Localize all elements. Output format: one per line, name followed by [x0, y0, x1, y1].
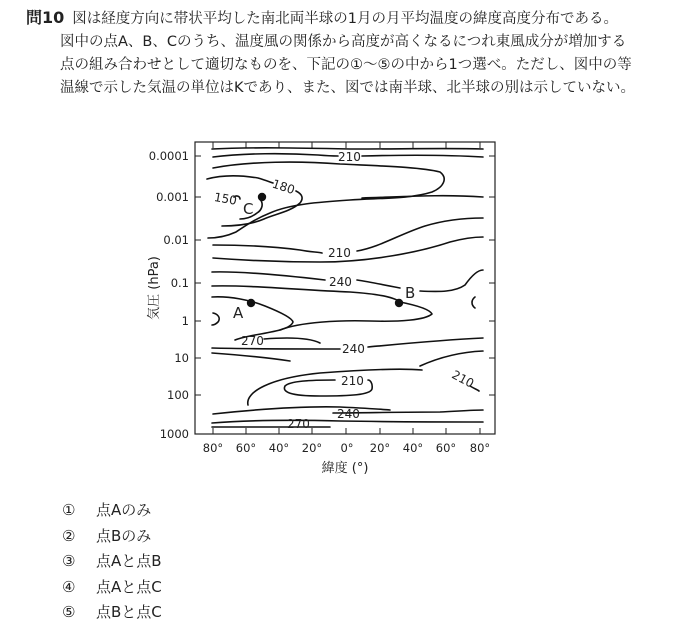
contour-line: [472, 297, 475, 308]
x-tick-label: 60°: [235, 441, 257, 455]
contour-label: 240: [342, 342, 365, 356]
contour-labels: [213, 150, 476, 431]
contour-label: 210: [328, 246, 351, 260]
y-tick-label: 0.01: [163, 233, 189, 247]
contour-line: [212, 353, 290, 361]
y-tick-label: 1000: [159, 427, 189, 441]
contour-line: [420, 351, 483, 366]
option-number: ⑤: [62, 603, 76, 622]
contour-label: 210: [341, 374, 364, 388]
question-line-4: 温線で示した気温の単位はKであり、また、図では南半球、北半球の別は示していない。: [60, 80, 636, 96]
point-b-label: B: [405, 284, 416, 302]
contour-line: [264, 338, 320, 343]
answer-option: [62, 524, 162, 550]
contour-line: [212, 348, 340, 349]
contour-label: 150: [212, 190, 238, 208]
point-a-label: A: [233, 304, 244, 322]
answer-option: [62, 575, 162, 601]
answer-option: [62, 600, 162, 626]
point-c-label: C: [243, 200, 254, 218]
question-line-1-text: 図は経度方向に帯状平均した南北両半球の1月の月平均温度の緯度高度分布である。: [72, 11, 619, 27]
contour-line: [207, 176, 273, 183]
option-number: ④: [62, 577, 76, 596]
point-a-marker: [247, 299, 255, 307]
answer-option: [62, 549, 162, 575]
contour-label: 240: [337, 407, 360, 421]
contour-line: [357, 218, 483, 251]
option-text: 点Bと点C: [96, 603, 162, 622]
contour-line: [362, 196, 483, 198]
x-tick-label: 80°: [469, 441, 491, 455]
option-text: 点Bのみ: [96, 526, 152, 545]
option-number: ①: [62, 501, 76, 519]
option-text: 点Aと点B: [96, 552, 162, 571]
y-tick-label: 1: [181, 314, 189, 328]
x-tick-label: 0°: [340, 441, 354, 455]
contour-line: [212, 313, 219, 325]
contour-line: [420, 270, 483, 291]
y-tick-label: 0.0001: [148, 149, 189, 163]
contour-label: 240: [329, 275, 352, 289]
question-line-2: 図中の点A、B、Cのうち、温度風の関係から高度が高くなるにつれ東風成分が増加する: [60, 34, 627, 50]
x-tick-label: 40°: [402, 441, 424, 455]
point-c-marker: [258, 193, 266, 201]
option-number: ②: [62, 526, 76, 545]
x-tick-label: 20°: [301, 441, 323, 455]
y-tick-label: 100: [167, 388, 189, 402]
y-axis-title: 気圧 (hPa): [147, 256, 162, 320]
contour-line: [213, 154, 338, 157]
question-line-3: 点の組み合わせとして適切なものを、下記の①〜⑤の中から1つ選べ。ただし、図中の等: [60, 57, 632, 73]
contour-line: [368, 338, 483, 347]
question-number: 問10: [26, 8, 65, 27]
answer-options: [62, 498, 162, 626]
y-tick-label: 10: [174, 351, 189, 365]
marked-points: [233, 193, 415, 322]
x-tick-label: 40°: [268, 441, 290, 455]
point-b-marker: [395, 299, 403, 307]
contour-label: 180: [270, 176, 297, 198]
contour-label: 210: [449, 367, 477, 391]
answer-option: [62, 498, 162, 524]
x-tick-label: 20°: [369, 441, 391, 455]
contour-line: [212, 148, 483, 149]
option-text: 点Aと点C: [96, 577, 162, 596]
contour-line: [362, 155, 483, 157]
x-axis-title: 緯度 (°): [321, 461, 369, 476]
option-text: 点Aのみ: [96, 501, 152, 519]
contour-label: 270: [241, 334, 264, 348]
contour-line: [213, 245, 322, 253]
contour-line: [357, 280, 400, 288]
contour-label: 210: [338, 150, 361, 164]
contour-label: 270: [287, 417, 310, 431]
x-tick-labels: [203, 441, 490, 455]
y-tick-label: 0.1: [170, 276, 189, 290]
x-tick-label: 60°: [435, 441, 457, 455]
contour-line: [248, 369, 422, 405]
contour-line: [212, 286, 432, 330]
x-tick-label: 80°: [202, 441, 224, 455]
contour-line: [212, 272, 325, 280]
y-tick-label: 0.001: [156, 190, 189, 204]
option-number: ③: [62, 552, 76, 571]
